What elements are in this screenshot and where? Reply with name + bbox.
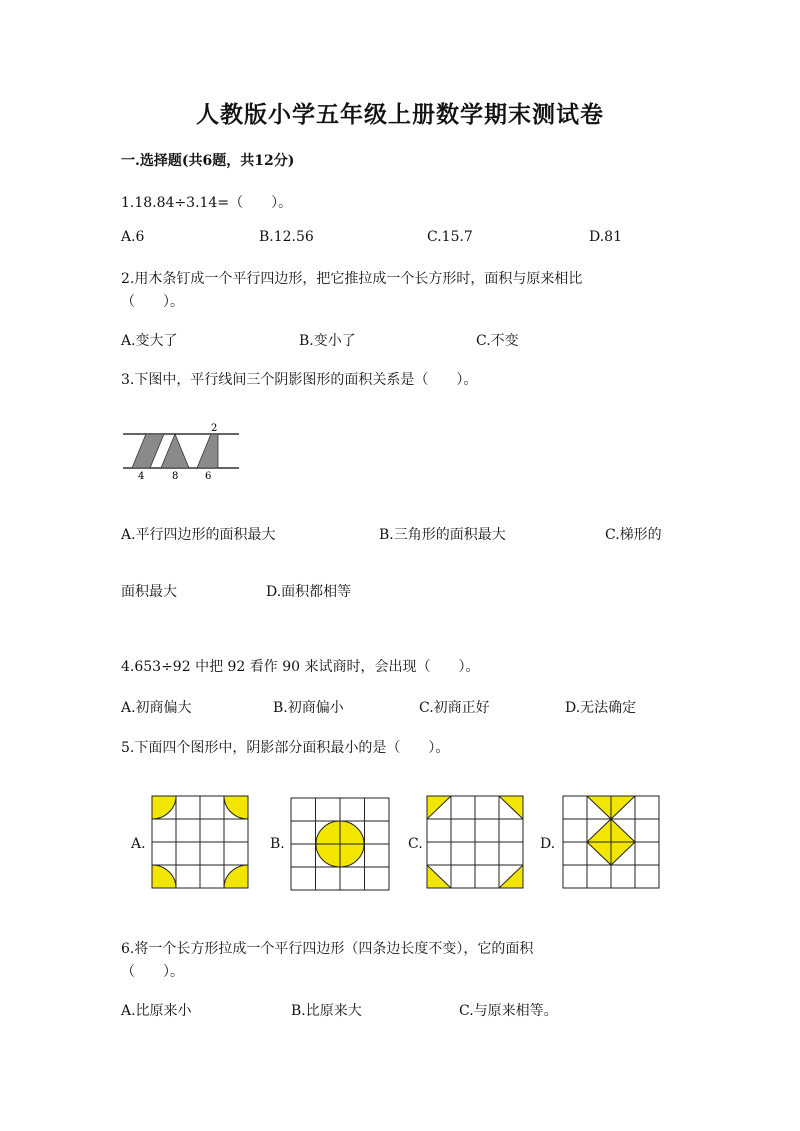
fig-a-label: A. [131, 836, 146, 852]
q2-option-b: B.变小了 [299, 333, 356, 349]
q3-option-d: D.面积都相等 [266, 584, 352, 600]
parallel-lines-figure [121, 420, 241, 482]
label-triangle-base: 8 [172, 471, 179, 482]
q4-option-c: C.初商正好 [419, 700, 490, 716]
q3-option-b: B.三角形的面积最大 [379, 527, 506, 543]
q1-option-b: B.12.56 [259, 229, 314, 245]
question-3: 3.下图中，平行线间三个阴影图形的面积关系是（ ）。 [121, 372, 478, 388]
quarter-circle-top-left [152, 796, 176, 819]
q6-option-c: C.与原来相等。 [459, 1003, 558, 1019]
question-1: 1.18.84÷3.14=（ ）。 [121, 195, 293, 211]
triangle-top-right [499, 796, 523, 819]
label-trapezoid-base: 6 [205, 471, 212, 482]
shaded-trapezoid [197, 434, 218, 468]
q2-option-c: C.不变 [476, 333, 519, 349]
fig-c-label: C. [408, 836, 423, 852]
question-2-cont: （ ）。 [121, 294, 184, 310]
quarter-circle-top-right [224, 796, 248, 819]
grid-lines [291, 798, 389, 890]
fig-b-label: B. [270, 836, 285, 852]
triangle-bottom-right [499, 865, 523, 888]
label-trapezoid-top: 2 [211, 423, 218, 434]
quarter-circle-bottom-right [224, 865, 248, 888]
question-5: 5.下面四个图形中，阴影部分面积最小的是（ ）。 [121, 740, 450, 756]
q3-option-a: A.平行四边形的面积最大 [121, 527, 276, 543]
label-parallelogram-base: 4 [138, 471, 145, 482]
q1-option-c: C.15.7 [427, 229, 473, 245]
q4-option-a: A.初商偏大 [121, 700, 192, 716]
q3-option-c: C.梯形的 [605, 527, 662, 543]
quarter-circle-bottom-left [152, 865, 176, 888]
question-2: 2.用木条钉成一个平行四边形，把它推拉成一个长方形时，面积与原来相比 [121, 271, 583, 287]
question-6: 6.将一个长方形拉成一个平行四边形（四条边长度不变），它的面积 [121, 941, 534, 957]
grid-lines [563, 796, 659, 888]
q1-option-a: A.6 [121, 229, 145, 245]
grid-figure-a [151, 795, 249, 889]
q4-option-d: D.无法确定 [565, 700, 637, 716]
shaded-triangle [161, 434, 189, 468]
triangle-bottom-left [427, 865, 451, 888]
grid-figure-b [290, 797, 390, 891]
section-heading: 一.选择题(共6题，共12分) [121, 153, 295, 169]
page-title: 人教版小学五年级上册数学期末测试卷 [196, 101, 604, 128]
q6-option-a: A.比原来小 [121, 1003, 192, 1019]
triangle-top-left [427, 796, 451, 819]
question-4: 4.653÷92 中把 92 看作 90 来试商时，会出现（ ）。 [121, 659, 480, 675]
grid-figure-d [562, 795, 660, 889]
fig-d-label: D. [540, 836, 556, 852]
q2-option-a: A.变大了 [121, 333, 178, 349]
grid-lines [427, 796, 523, 888]
grid-figure-c [426, 795, 524, 889]
q6-option-b: B.比原来大 [291, 1003, 362, 1019]
q3-option-c-cont: 面积最大 [121, 584, 177, 600]
question-6-cont: （ ）。 [121, 964, 184, 980]
q1-option-d: D.81 [589, 229, 622, 245]
shaded-parallelogram [132, 434, 164, 468]
q4-option-b: B.初商偏小 [273, 700, 344, 716]
